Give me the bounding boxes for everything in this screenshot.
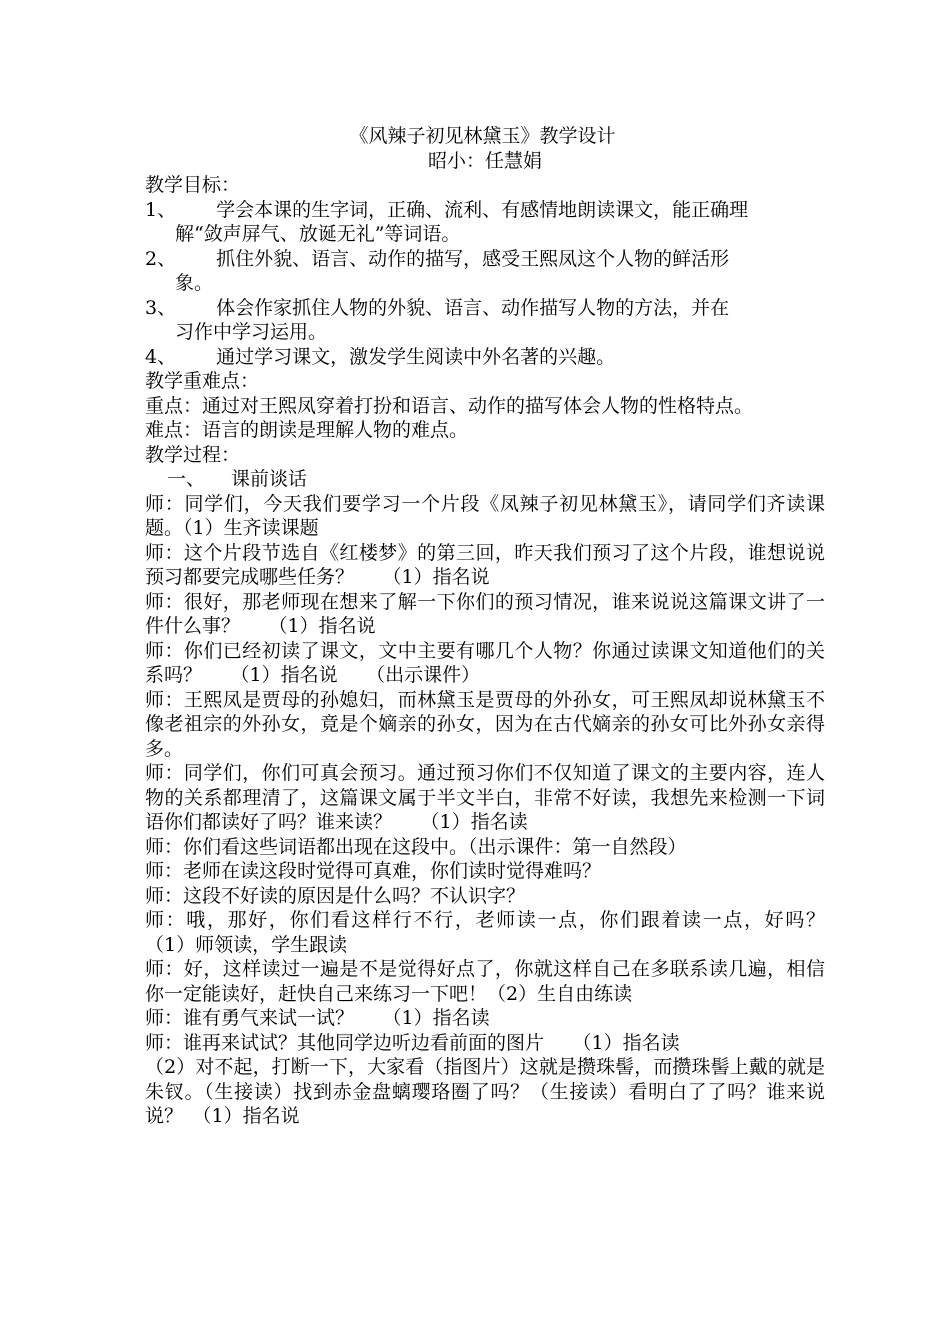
objective-text-continued: 解“敛声屏气、放诞无礼”等词语。 (175, 223, 461, 245)
objective-number: 4、 (145, 345, 177, 368)
objective-text-continued: 象。 (175, 272, 214, 294)
objective-item (145, 345, 825, 370)
keypoint-focus: 重点：通过对王熙凤穿着打扮和语言、动作的描写体会人物的性格特点。 (145, 394, 754, 417)
objective-text-continued: 习作中学习运用。 (175, 321, 328, 343)
objectives-heading: 教学目标： (145, 174, 241, 196)
dialogue-paragraph: 师：你们看这些词语都出现在这段中。（出示课件：第一自然段） (145, 835, 687, 858)
section-heading (145, 467, 825, 492)
dialogue-paragraph: 师：老师在读这段时觉得可真难，你们读时觉得难吗？ (145, 860, 602, 882)
objective-number: 1、 (145, 198, 177, 221)
objective-item (145, 247, 825, 296)
objective-text: 抓住外貌、语言、动作的描写，感受王熙凤这个人物的鲜活形 (216, 247, 730, 270)
objective-item (145, 296, 825, 345)
document-author: 昭小：任慧娟 (427, 149, 542, 172)
dialogue-paragraph: （2）对不起，打断一下，大家看（指图片）这就是攒珠髻，而攒珠髻上戴的就是朱钗。（生接读）找到赤金盘螭璎珞圈了吗？（生接读）看明白了了吗？谁来说说？ （1）指名说 (145, 1056, 825, 1127)
process-heading: 教学过程： (145, 443, 241, 466)
dialogue-paragraph: 师：好，这样读过一遍是不是觉得好点了，你就这样自己在多联系读几遍，相信你一定能读好，赶快自己来练习一下吧！（2）生自由练读 (145, 958, 825, 1005)
objective-text: 体会作家抓住人物的外貌、语言、动作描写人物的方法，并在 (216, 296, 730, 319)
dialogue-paragraph: 师：谁再来试试？其他同学边听边看前面的图片 （1）指名读 (145, 1031, 680, 1054)
dialogue-paragraph: 师：同学们，你们可真会预习。通过预习你们不仅知道了课文的主要内容，连人物的关系都理清了，这篇课文属于半文半白，非常不好读，我想先来检测一下词语你们都读好了吗？谁来读？ （1）指名读 (145, 762, 825, 833)
keypoint-difficulty: 难点：语言的朗读是理解人物的难点。 (145, 419, 469, 441)
section-number: 一、 (167, 468, 206, 490)
dialogue-paragraph: 师：谁有勇气来试一试？ （1）指名读 (145, 1007, 490, 1029)
document-title: 《风辣子初见林黛玉》教学设计 (349, 125, 616, 147)
objective-number: 3、 (145, 296, 177, 319)
dialogue-paragraph: 师：这个片段节选自《红楼梦》的第三回，昨天我们预习了这个片段，谁想说说预习都要完成哪些任务？ （1）指名说 (145, 541, 825, 588)
keypoints-heading: 教学重难点： (145, 370, 260, 392)
objective-item (145, 198, 825, 247)
dialogue-paragraph: 师：你们已经初读了课文，文中主要有哪几个人物？你通过读课文知道他们的关系吗？ （1）指名说 （出示课件） (145, 639, 825, 686)
section-label: 课前谈话 (231, 468, 308, 490)
dialogue-paragraph: 师：这段不好读的原因是什么吗？不认识字？ (145, 884, 526, 907)
dialogue-paragraph: 师：王熙凤是贾母的孙媳妇，而林黛玉是贾母的外孙女，可王熙凤却说林黛玉不像老祖宗的外孙女，竟是个嫡亲的孙女，因为在古代嫡亲的孙女可比外孙女亲得多。 (145, 688, 825, 760)
document-body (145, 124, 883, 1129)
dialogue-paragraph: 师：同学们，今天我们要学习一个片段《凤辣子初见林黛玉》，请同学们齐读课题。（1）生齐读课题 (145, 492, 825, 539)
objective-text: 通过学习课文，激发学生阅读中外名著的兴趣。 (216, 345, 616, 368)
objective-text: 学会本课的生字词，正确、流利、有感情地朗读课文，能正确理 (216, 198, 749, 221)
objective-number: 2、 (145, 247, 177, 270)
dialogue-paragraph: 师：哦，那好，你们看这样行不行，老师读一点，你们跟着读一点，好吗？ （1）师领读，学生跟读 (145, 909, 883, 956)
dialogue-paragraph: 师：很好，那老师现在想来了解一下你们的预习情况，谁来说说这篇课文讲了一件什么事？ （1）指名说 (145, 590, 825, 637)
